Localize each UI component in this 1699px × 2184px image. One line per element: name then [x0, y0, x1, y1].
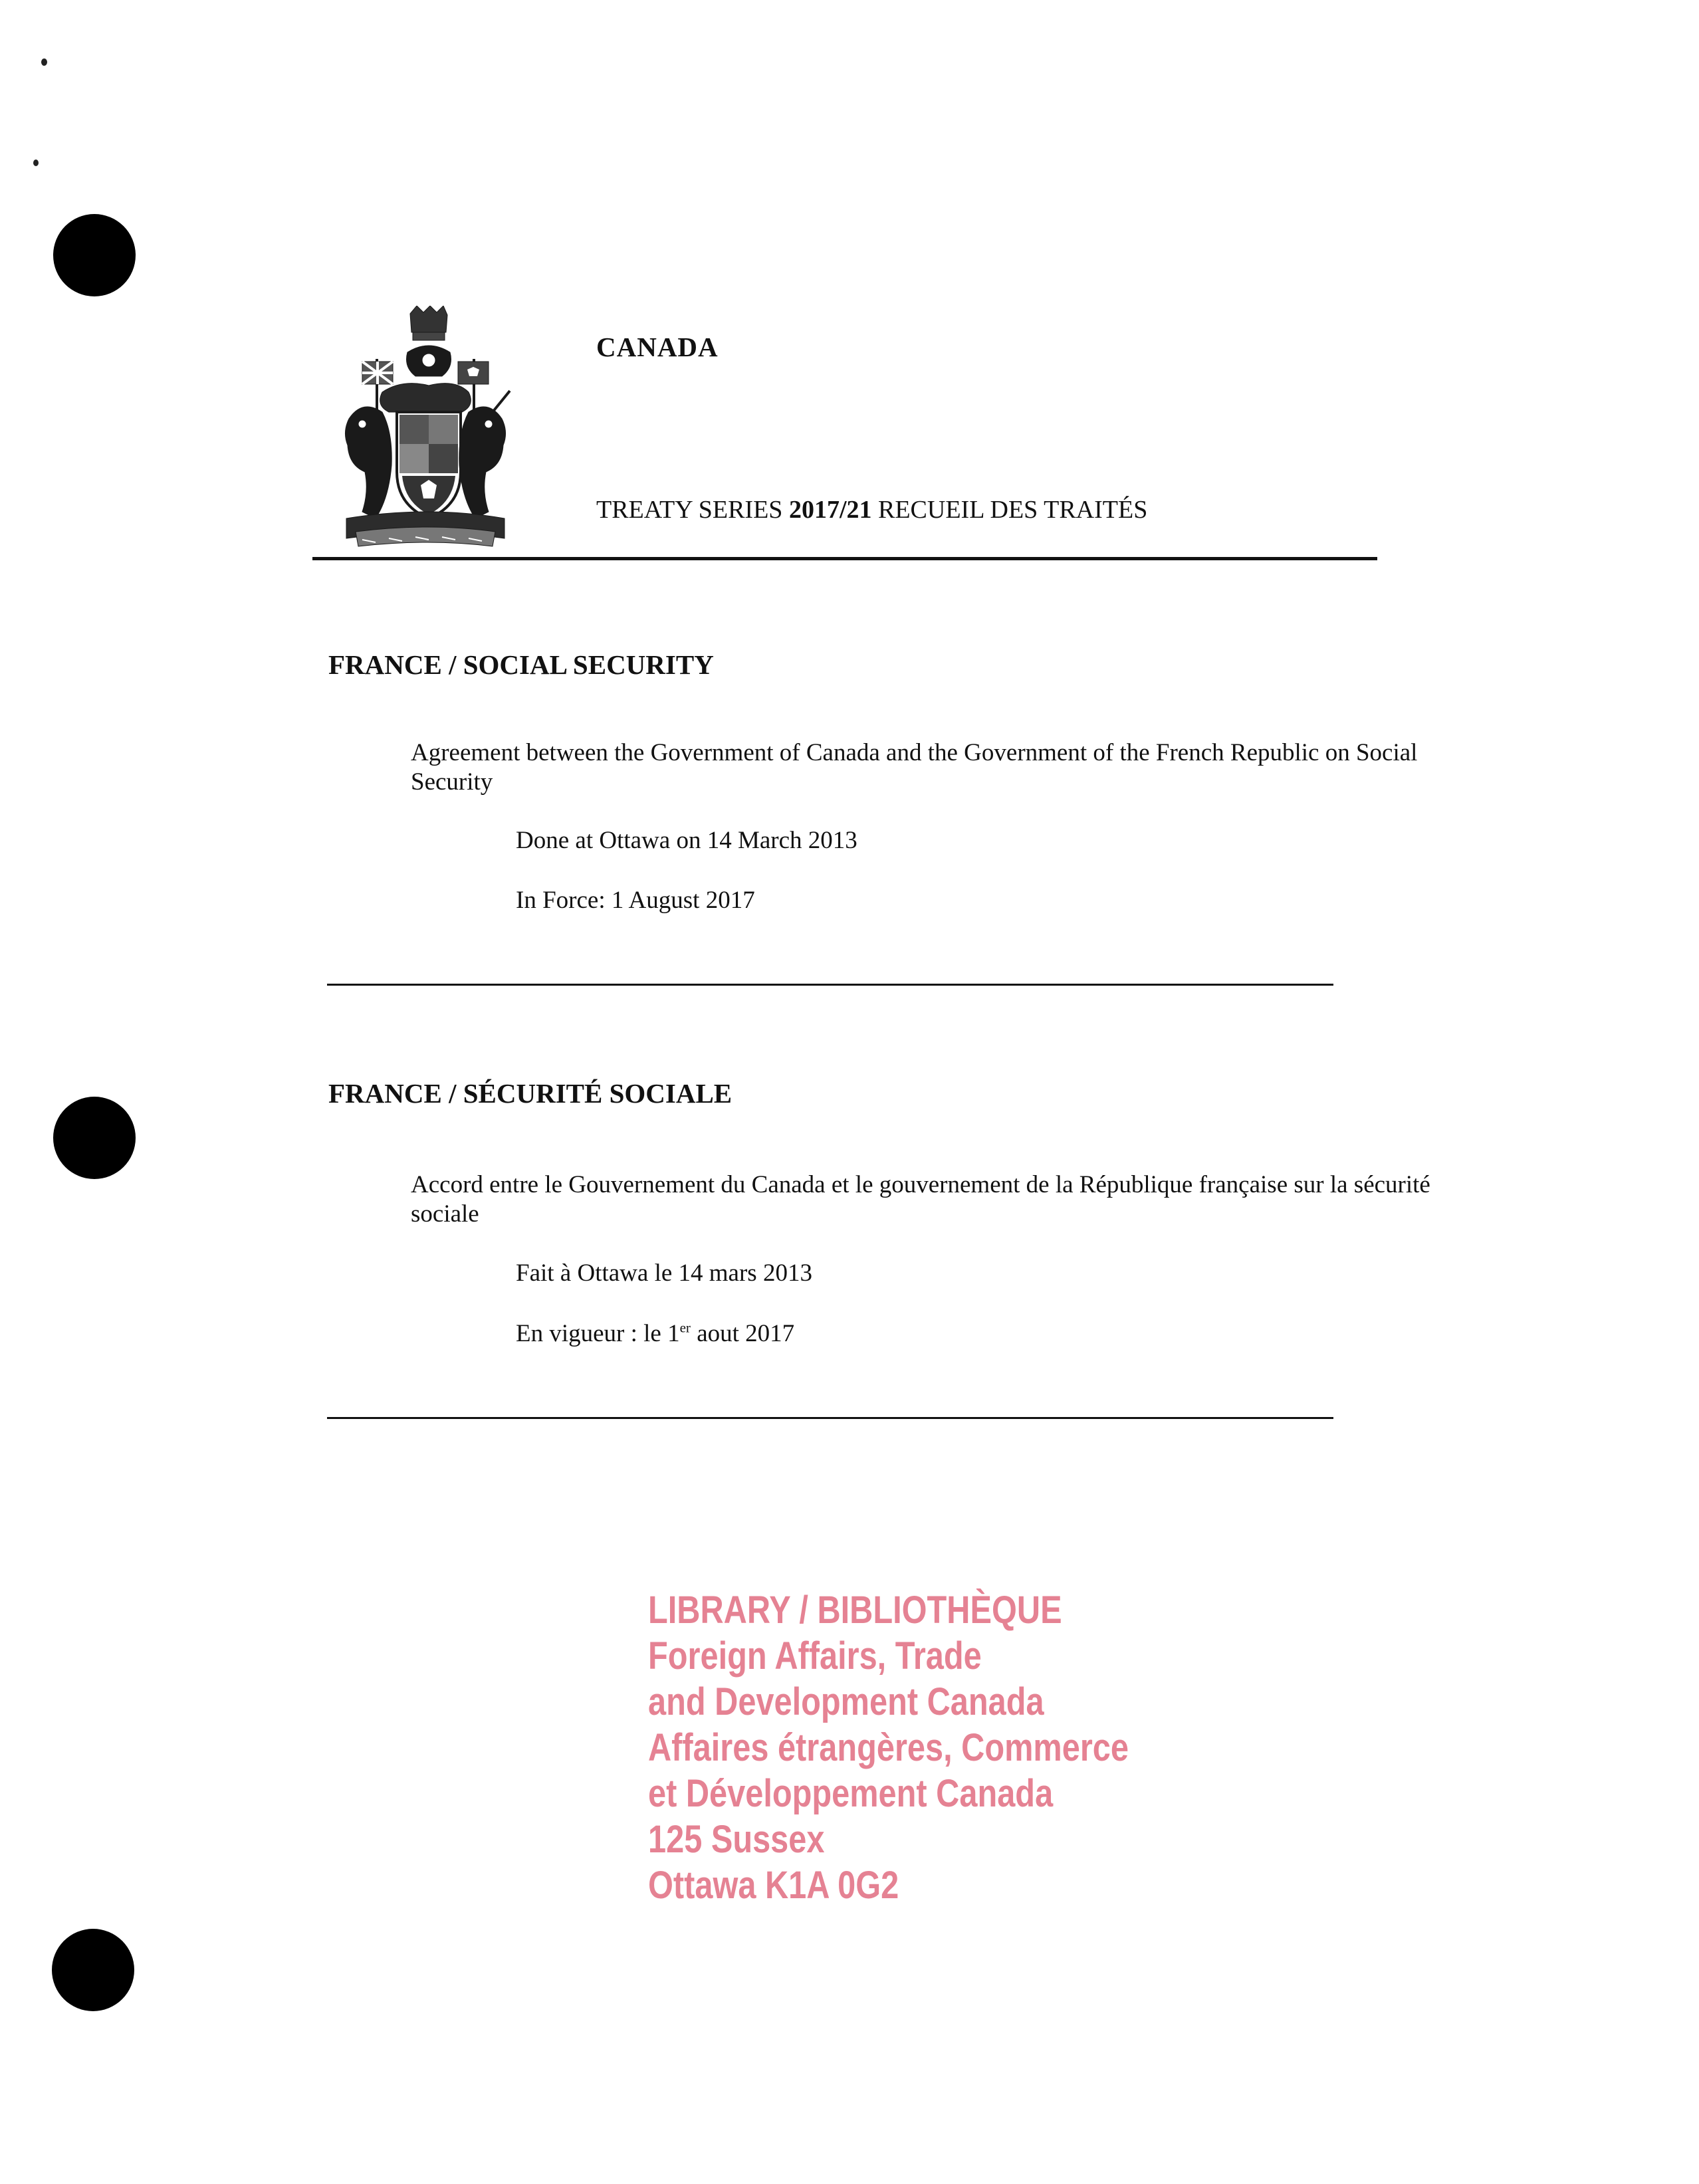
french-in-force-suffix: aout 2017	[690, 1320, 795, 1347]
french-section-rule	[327, 1417, 1333, 1419]
series-suffix: RECUEIL DES TRAITÉS	[878, 496, 1148, 524]
stamp-line-library: LIBRARY / BIBLIOTHÈQUE	[648, 1588, 1062, 1632]
english-done-at: Done at Ottawa on 14 March 2013	[516, 827, 857, 854]
english-description: Agreement between the Government of Canada and the Government of the French Republic on Social Security	[411, 739, 1418, 796]
series-number: 2017/21	[788, 496, 872, 524]
series-prefix: TREATY SERIES	[596, 496, 783, 524]
english-in-force: In Force: 1 August 2017	[516, 887, 755, 914]
treaty-series-line	[596, 495, 1147, 524]
english-section-rule	[327, 984, 1333, 986]
stamp-line-department-fr-1: Affaires étrangères, Commerce	[648, 1726, 1129, 1769]
scan-speck	[33, 160, 39, 166]
stamp-line-city: Ottawa K1A 0G2	[648, 1864, 899, 1907]
scan-speck	[41, 58, 47, 66]
canada-coat-of-arms-icon	[336, 306, 515, 552]
french-title: FRANCE / SÉCURITÉ SOCIALE	[328, 1078, 733, 1109]
punch-hole-middle	[53, 1097, 136, 1179]
french-in-force	[516, 1319, 794, 1348]
french-in-force-sup: er	[679, 1319, 691, 1336]
country-heading: CANADA	[596, 332, 719, 362]
french-done-at: Fait à Ottawa le 14 mars 2013	[516, 1259, 812, 1287]
header-rule	[312, 557, 1377, 560]
french-in-force-prefix: En vigueur : le 1	[516, 1320, 680, 1347]
stamp-line-street: 125 Sussex	[648, 1818, 825, 1861]
stamp-line-department-en-2: and Development Canada	[648, 1680, 1044, 1723]
punch-hole-bottom	[52, 1929, 134, 2011]
stamp-line-department-en-1: Foreign Affairs, Trade	[648, 1634, 982, 1678]
punch-hole-top	[53, 214, 136, 296]
stamp-line-department-fr-2: et Développement Canada	[648, 1772, 1054, 1815]
english-title: FRANCE / SOCIAL SECURITY	[328, 649, 714, 680]
library-stamp	[648, 1587, 1129, 1908]
french-description: Accord entre le Gouvernement du Canada et le gouvernement de la République française sur la sécurité sociale	[411, 1171, 1430, 1228]
